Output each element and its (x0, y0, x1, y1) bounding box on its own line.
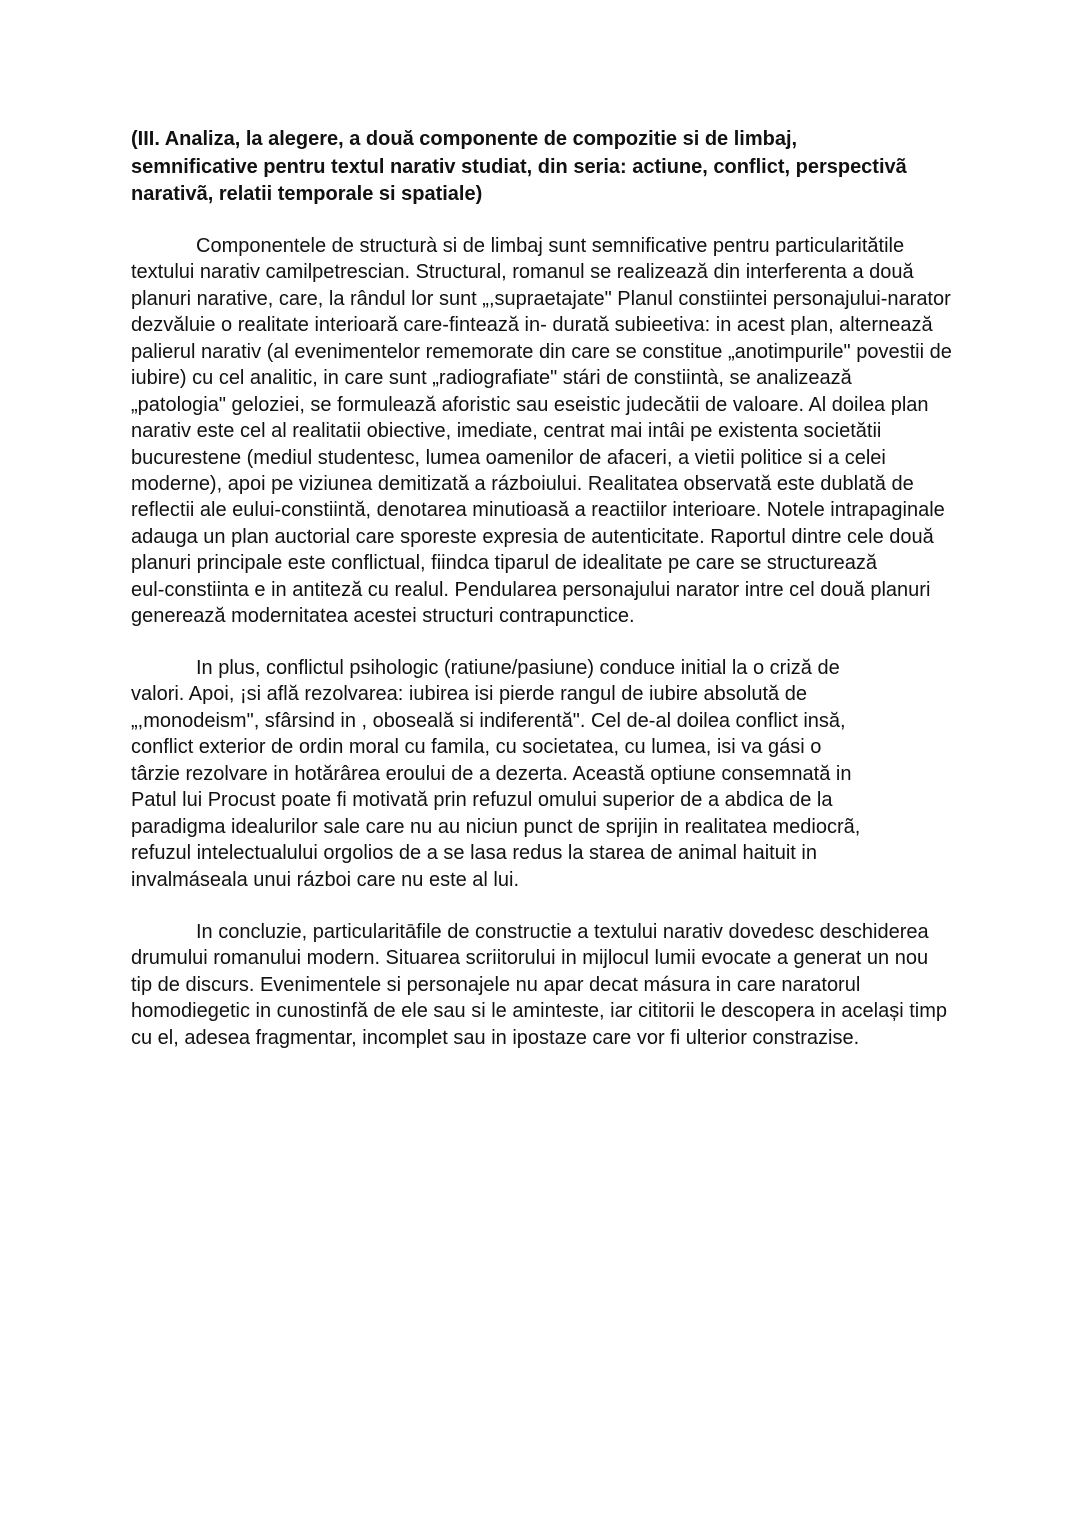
paragraph-line: generează modernitatea acestei structuri contrapunctice. (131, 605, 635, 628)
paragraph-line: planuri narative, care, la rândul lor sunt „,supraetajate" Planul constiintei personajului-narator (131, 287, 951, 310)
paragraph-line: conflict exterior de ordin moral cu famila, cu societatea, cu lumea, isi va gási o (131, 736, 822, 759)
paragraph-line: dezvăluie o realitate interioară care-fintează in- durată subieetiva: in acest plan, alternează (131, 314, 933, 337)
paragraph-line: textului narativ camilpetrescian. Structural, romanul se realizează din interferenta a două (131, 261, 914, 284)
paragraph-line: bucurestene (mediul studentesc, lumea oamenilor de afaceri, a vietii politice si a celei (131, 446, 886, 469)
heading-line: semnificative pentru textul narativ studiat, din seria: actiune, conflict, perspectivã (131, 155, 907, 178)
paragraph-line: Componentele de structurà si de limbaj sunt semnificative pentru particularitătile (196, 235, 905, 257)
paragraph-line: reflectii ale eului-constiintă, denotarea minutioasă a reactiilor interioare. Notele intrapaginale (131, 499, 945, 522)
heading-line: (III. Analiza, la alegere, a două componente de compozitie si de limbaj, (131, 128, 798, 150)
paragraph-conclusion (131, 919, 1061, 1051)
paragraph-line: paradigma idealurilor sale care nu au niciun punct de sprijin in realitatea mediocrã, (131, 815, 861, 838)
paragraph-line: adauga un plan auctorial care sporeste expresia de autenticitate. Raportul dintre cele două (131, 525, 934, 548)
paragraph-conflict (131, 655, 1061, 893)
paragraph-line: drumului romanului modern. Situarea scriitorului in mijlocul lumii evocate a generat un nou (131, 947, 929, 970)
paragraph-line: In concluzie, particularitāfile de constructie a textului narativ dovedesc deschiderea (196, 921, 929, 943)
paragraph-line: „patologia" geloziei, se formulează aforistic sau eseistic judecătii de valoare. Al doilea plan (131, 393, 929, 416)
paragraph-line: târzie rezolvare in hotărârea eroului de a dezerta. Această optiune consemnată in (131, 762, 852, 785)
paragraph-line: Patul lui Procust poate fi motivată prin refuzul omului superior de a abdica de la (131, 789, 833, 812)
paragraph-line: refuzul intelectualului orgolios de a se lasa redus la starea de animal haituit in (131, 842, 817, 865)
paragraph-line: narativ este cel al realitatii obiective, imediate, centrat mai intâi pe existenta societătii (131, 420, 882, 443)
paragraph-line: valori. Apoi, ¡si află rezolvarea: iubirea isi pierde rangul de iubire absolută de (131, 683, 807, 706)
paragraph-line: moderne), apoi pe viziunea demitizată a rázboiului. Realitatea observată este dublată de (131, 472, 914, 495)
paragraph-structure (131, 233, 1061, 630)
paragraph-line: In plus, conflictul psihologic (ratiune/pasiune) conduce initial la o criză de (196, 657, 840, 679)
paragraph-line: invalmáseala unui rázboi care nu este al lui. (131, 868, 519, 891)
paragraph-line: iubire) cu cel analitic, in care sunt „radiografiate" stári de constiintà, se analizează (131, 367, 852, 390)
heading-line: narativã, relatii temporale si spatiale) (131, 183, 483, 205)
paragraph-line: tip de discurs. Evenimentele si personajele nu apar decat másura in care naratorul (131, 973, 861, 996)
section-heading (131, 126, 1061, 209)
paragraph-line: palierul narativ (al evenimentelor rememorate din care se constitue „anotimpurile" povestii de (131, 340, 952, 363)
paragraph-line: planuri principale este conflictual, fiindca tiparul de idealitate pe care se structurează (131, 552, 877, 575)
paragraph-line: homodiegetic in cunostinfă de ele sau si le aminteste, iar cititorii le descopera in același timp (131, 1000, 947, 1023)
paragraph-line: „,monodeism", sfârsind in , oboseală si indiferentă". Cel de-al doilea conflict insă, (131, 709, 846, 732)
paragraph-line: cu el, adesea fragmentar, incomplet sau in ipostaze care vor fi ulterior constrazise. (131, 1026, 860, 1049)
paragraph-line: eul-constiinta e in antiteză cu realul. Pendularea personajului narator intre cel două planuri (131, 578, 931, 601)
